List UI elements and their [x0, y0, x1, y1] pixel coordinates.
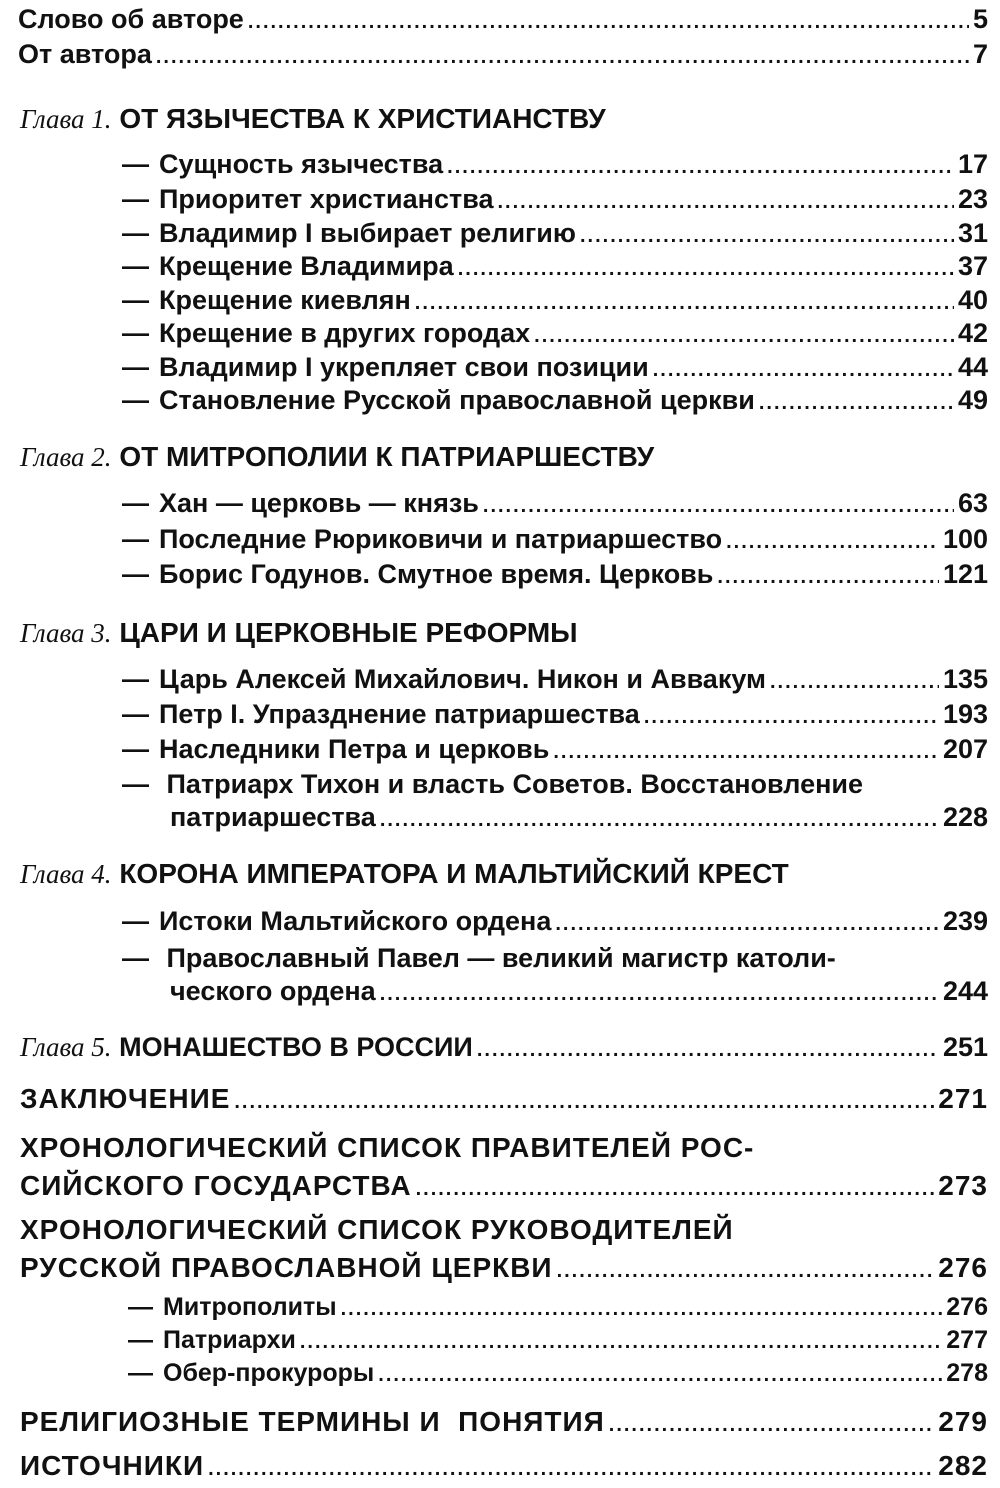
dot-leader	[653, 360, 954, 380]
toc-entry	[122, 320, 988, 347]
toc-entry-rulers-line2	[20, 1172, 988, 1200]
toc-entry	[122, 490, 988, 517]
entry-dash: —	[122, 559, 149, 589]
dot-leader	[534, 326, 954, 346]
entry-dash: —	[128, 1359, 153, 1387]
entry-title: ЗАКЛЮЧЕНИЕ	[20, 1083, 231, 1114]
entry-dash: —	[122, 149, 149, 179]
toc-entry-line1	[122, 769, 863, 800]
toc-subentry	[128, 1328, 988, 1353]
entry-page: 31	[957, 218, 988, 248]
entry-dash: —	[122, 524, 149, 554]
toc-entry-leaders-line1	[20, 1214, 734, 1246]
toc-entry	[122, 287, 988, 314]
chapter-label: Глава 1.	[20, 104, 112, 134]
toc-entry	[122, 561, 988, 588]
entry-title: Слово об авторе	[18, 4, 244, 34]
entry-dash: —	[122, 664, 149, 694]
entry-title: Владимир I выбирает религию	[159, 218, 576, 248]
entry-page: 244	[942, 976, 988, 1006]
chapter-label: Глава 2.	[20, 442, 112, 472]
toc-entry-line1	[122, 943, 836, 974]
entry-title: Православный Павел — великий магистр католи-	[166, 943, 836, 973]
entry-title: Митрополиты	[163, 1293, 337, 1321]
entry-page: 207	[942, 734, 988, 764]
entry-title-cont: РУССКОЙ ПРАВОСЛАВНОЙ ЦЕРКВИ	[20, 1252, 553, 1283]
chapter-3-heading	[20, 617, 578, 649]
entry-page: 135	[942, 664, 988, 694]
entry-title: ИСТОЧНИКИ	[20, 1450, 205, 1481]
dot-leader	[770, 672, 939, 692]
chapter-title: КОРОНА ИМПЕРАТОРА И МАЛЬТИЙСКИЙ КРЕСТ	[119, 858, 789, 889]
entry-page: 251	[942, 1032, 988, 1062]
entry-page: 44	[957, 352, 988, 382]
dot-leader	[415, 293, 954, 313]
chapter-5-heading	[20, 1034, 988, 1061]
toc-entry	[122, 253, 988, 280]
entry-title-cont: СИЙСКОГО ГОСУДАРСТВА	[20, 1170, 412, 1201]
entry-dash: —	[122, 352, 149, 382]
toc-entry-ot-avtora	[18, 41, 988, 68]
entry-page: 7	[972, 39, 988, 69]
dot-leader	[477, 1040, 939, 1060]
chapter-5-title-group	[20, 1034, 473, 1061]
toc-entry	[122, 151, 988, 178]
entry-title: РЕЛИГИОЗНЫЕ ТЕРМИНЫ И ПОНЯТИЯ	[20, 1406, 605, 1437]
toc-entry	[122, 666, 988, 693]
chapter-title: МОНАШЕСТВО В РОССИИ	[119, 1032, 473, 1062]
chapter-title: ОТ ЯЗЫЧЕСТВА К ХРИСТИАНСТВУ	[119, 103, 606, 134]
toc-entry-rulers-line1	[20, 1132, 754, 1164]
dot-leader	[341, 1299, 943, 1319]
toc-entry-line2	[170, 978, 988, 1005]
dot-leader	[380, 810, 939, 830]
chapter-4-heading	[20, 858, 789, 890]
dot-leader	[156, 47, 969, 67]
entry-title: Царь Алексей Михайлович. Никон и Аввакум	[159, 664, 766, 694]
entry-page: 49	[957, 385, 988, 415]
entry-page: 282	[938, 1450, 988, 1481]
entry-title: Крещение Владимира	[159, 251, 454, 281]
entry-page: 276	[946, 1293, 988, 1321]
entry-dash: —	[128, 1326, 153, 1354]
entry-page: 63	[957, 488, 988, 518]
chapter-title: ЦАРИ И ЦЕРКОВНЫЕ РЕФОРМЫ	[119, 617, 578, 648]
entry-dash: —	[122, 943, 149, 973]
entry-title: Последние Рюриковичи и патриаршество	[159, 524, 723, 554]
dot-leader	[234, 1092, 934, 1112]
dot-leader	[447, 157, 954, 177]
entry-dash: —	[122, 251, 149, 281]
entry-dash: —	[122, 906, 149, 936]
entry-page: 228	[942, 802, 988, 832]
dot-leader	[248, 12, 969, 32]
entry-dash: —	[128, 1293, 153, 1321]
entry-title: Приоритет христианства	[159, 184, 494, 214]
entry-title: Истоки Мальтийского ордена	[159, 906, 552, 936]
entry-dash: —	[122, 699, 149, 729]
entry-dash: —	[122, 218, 149, 248]
entry-page: 100	[942, 524, 988, 554]
entry-dash: —	[122, 488, 149, 518]
entry-page: 37	[957, 251, 988, 281]
entry-dash: —	[122, 769, 149, 799]
dot-leader	[726, 532, 939, 552]
dot-leader	[378, 1365, 942, 1385]
entry-title-cont: патриаршества	[170, 802, 376, 832]
toc-entry	[122, 908, 988, 935]
chapter-label: Глава 3.	[20, 618, 112, 648]
entry-title: Патриархи	[163, 1326, 296, 1354]
entry-page: 5	[972, 4, 988, 34]
toc-entry	[122, 387, 988, 414]
entry-page: 271	[938, 1083, 988, 1114]
toc-entry-leaders-line2	[20, 1254, 988, 1282]
entry-title: Хан — церковь — князь	[159, 488, 479, 518]
entry-page: 42	[957, 318, 988, 348]
toc-entry-line2	[170, 804, 988, 831]
toc-subentry	[128, 1295, 988, 1320]
dot-leader	[458, 259, 954, 279]
entry-title: Обер-прокуроры	[163, 1359, 375, 1387]
dot-leader	[380, 984, 939, 1004]
entry-page: 276	[938, 1252, 988, 1283]
dot-leader	[580, 226, 954, 246]
entry-page: 278	[946, 1359, 988, 1387]
entry-page: 279	[938, 1406, 988, 1437]
toc-entry-conclusion	[20, 1085, 988, 1113]
toc-entry-sources	[20, 1452, 988, 1480]
entry-title: От автора	[18, 39, 152, 69]
entry-title: Сущность язычества	[159, 149, 444, 179]
entry-title: Наследники Петра и церковь	[159, 734, 550, 764]
dot-leader	[557, 1261, 935, 1281]
entry-dash: —	[122, 385, 149, 415]
toc-entry	[122, 526, 988, 553]
entry-page: 239	[942, 906, 988, 936]
dot-leader	[497, 192, 953, 212]
toc-entry	[122, 736, 988, 763]
chapter-label: Глава 4.	[20, 859, 112, 889]
dot-leader	[553, 742, 939, 762]
dot-leader	[483, 496, 954, 516]
entry-title: Петр I. Упразднение патриаршества	[159, 699, 640, 729]
chapter-2-heading	[20, 441, 654, 473]
entry-title: Борис Годунов. Смутное время. Церковь	[159, 559, 714, 589]
dot-leader	[416, 1179, 935, 1199]
entry-page: 273	[938, 1170, 988, 1201]
dot-leader	[717, 567, 939, 587]
entry-title: Крещение киевлян	[159, 285, 411, 315]
entry-dash: —	[122, 734, 149, 764]
dot-leader	[644, 707, 939, 727]
entry-title: ХРОНОЛОГИЧЕСКИЙ СПИСОК РУКОВОДИТЕЛЕЙ	[20, 1214, 734, 1245]
toc-entry-slovo	[18, 6, 988, 33]
entry-page: 23	[957, 184, 988, 214]
entry-page: 121	[942, 559, 988, 589]
entry-title-cont: ческого ордена	[170, 976, 376, 1006]
dot-leader	[300, 1332, 942, 1352]
entry-title: Становление Русской православной церкви	[159, 385, 755, 415]
toc-subentry	[128, 1361, 988, 1386]
entry-dash: —	[122, 184, 149, 214]
entry-title: Владимир I укрепляет свои позиции	[159, 352, 649, 382]
toc-entry	[122, 186, 988, 213]
toc-entry	[122, 220, 988, 247]
entry-dash: —	[122, 318, 149, 348]
entry-title: ХРОНОЛОГИЧЕСКИЙ СПИСОК ПРАВИТЕЛЕЙ РОС-	[20, 1132, 755, 1163]
toc-entry	[122, 701, 988, 728]
dot-leader	[609, 1415, 935, 1435]
entry-page: 40	[957, 285, 988, 315]
dot-leader	[759, 393, 954, 413]
chapter-1-heading	[20, 103, 606, 135]
toc-entry	[122, 354, 988, 381]
dot-leader	[208, 1459, 934, 1479]
entry-dash: —	[122, 285, 149, 315]
dot-leader	[555, 914, 939, 934]
chapter-label: Глава 5.	[20, 1032, 112, 1062]
entry-title: Крещение в других городах	[159, 318, 531, 348]
entry-title: Патриарх Тихон и власть Советов. Восстановление	[166, 769, 864, 799]
entry-page: 193	[942, 699, 988, 729]
toc-entry-terms	[20, 1408, 988, 1436]
entry-page: 17	[957, 149, 988, 179]
chapter-title: ОТ МИТРОПОЛИИ К ПАТРИАРШЕСТВУ	[119, 441, 655, 472]
entry-page: 277	[946, 1326, 988, 1354]
